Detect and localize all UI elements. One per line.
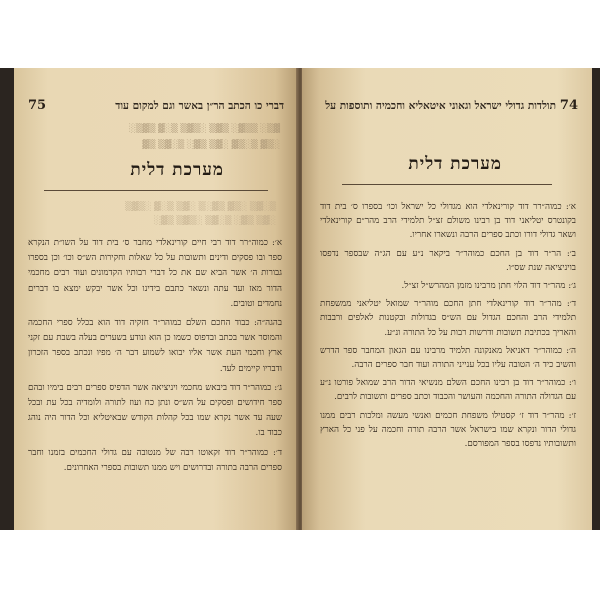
entry: ג׳: כמוהר״ר דוד ביבאש מחכמי ויניציאה אשר הדפיס ספרים רבים בימיו ובהם ספר חידושים ופסקים על הש״ס ונתן כח ועוז לתורה ולומדיה בכל עת ובכל שעה עד אשר נקרא שמו בכל קהלות הקודש שבאיטליא וכל הדור היה נוהג כבוד בו. [28, 382, 282, 439]
book-spread [0, 68, 600, 530]
faded-text: ▓▒░ ▒▒▓░ ▒▓▒ ░▒▓▒ ▒░▓ ▒▓▒░ [129, 124, 280, 134]
entry: ו׳: כמוהר״ר דוד בן רבינו החכם השלם מנשיאי הדור הרב שמואל פורטו נ״ע עם הגדולה התורה והחכמה והעושר והכבוד וכתב ספרים ותשובות לרבים. [320, 378, 576, 403]
faded-text: ░▒▓ ▒░▒▓ ░▓▒ ▒▓░ ▒░▓▒ ▒▓ [142, 140, 280, 150]
page-number: 74 [559, 98, 578, 113]
entry: ד׳: כמוהר״ר דוד זקאוטו רבה של מנטובה עם גדולי החכמים בזמנו וחבר ספרים הרבה בתורה ובדרושים ויש ממנו תשובות בספרי האחרונים. [28, 447, 282, 473]
running-head: דברי כו הכתב הר״ן באשר וגם למקום עוד [115, 100, 284, 112]
title-rule [342, 184, 552, 185]
title-rule [44, 190, 268, 191]
left-page [14, 68, 298, 530]
entries [28, 236, 282, 480]
entry: ד׳: מהר״ר דוד קורינאלדי חתן החכם מוהר״ר שמואל יטליאני ממשפחת תלמידי הרב והחכם הגדול עם הש״ס בגדולות ובקטנות לאלפים ורבבות והאריך בכתיבת תשובות ודרשות רבות על כל התורה ונ״ע. [320, 299, 576, 338]
entry: ב׳: הר״ר דוד בן החכם כמוהר״ר ביקאר נ״ע עם הג״ה שבספר נדפסו בויניציאה שנת שס״ו. [320, 248, 576, 273]
entry: א׳: כמוה״רר דוד רבי חיים קורינאלדי מחבר ס׳ בית דוד על השו״ת הנקרא ספר ובו פסקים ודינים ותשובות על כל שאלות וחקירות הש״ס וכו׳ וכן בספרו גבורות ה׳ אשר הביא שם את כל דברי רבותיו הקדמונים ועוד רבים מחכמי הדור מאז ועד עתה ונשאר כתבם בידינו וכל אשר יבקש ימצא בו דברים נחמדים וטובים. [28, 238, 282, 309]
entries [320, 200, 576, 455]
entry: א׳: כמוה״רר דוד קורינאלדי הוא מגדולי כל ישראל וכו׳ בספרו ס׳ בית דוד בקונטרס יטליאני דוד בן רבינו משולם זצ״ל תלמידי הרב מהר״ם קורינאלדי ושאר גדולי דורו וכתב ספרים הרבה ונשארו אחריו. [320, 202, 576, 241]
entry: ז׳: מהר״ר דוד ז׳ קסטילו משפחת חכמים ואנשי מעשה ומלכות רבים ממנו גדולי הדור ונקרא שמו בישראל אשר הרבה תורה וחכמה על פני כל הארץ ותשובותיו נדפסו בספר המפורסם. [320, 410, 576, 450]
running-head: תולדות גדולי ישראל וגאוני איטאליא וחכמיה ותוספות על [325, 100, 556, 112]
faded-text: ░▓▒ ▒▓░ ▒░▓▒ ░▒▓▒ ▒▓░ [154, 216, 276, 226]
entry: ג׳: מהר״ר דוד הלוי חתן מרבינו מזמן המהרש״ל זצ״ל. [401, 281, 576, 292]
faded-text: ▒░▓▒ ░▒▓ ▒▓░▒ ░▓▒ ▒░▓ ░▒▓▒ [125, 202, 276, 212]
right-page [302, 68, 592, 530]
entry: בהגה״ה: כבוד החכם השלם כמוהר״ר חזקיה דוד הוא בכלל ספרי החכמה והמוסר אשר בכתב ובדפוס כשמו כן הוא ונודע בשערים בעלה בשבת עם זקני ארץ וחכמי העת אשר אליו יבואו לשמוע דבר ה׳ מפיו ונכתב בספר הזכרון ודבריו קיימים לעד. [28, 318, 282, 374]
entry: ה׳: כמוהר״ר דאניאל מאנקונה תלמיד מרבינו עם הגאון המחבר ספר הדרש והשיב כיד ה׳ הטובה עליו בכל ענייני התורה ועוד חבר ספרים הרבה. [320, 345, 576, 371]
section-title: מערכת דלית [130, 160, 224, 180]
section-title: מערכת דלית [408, 154, 502, 174]
page-number: 75 [28, 98, 47, 113]
